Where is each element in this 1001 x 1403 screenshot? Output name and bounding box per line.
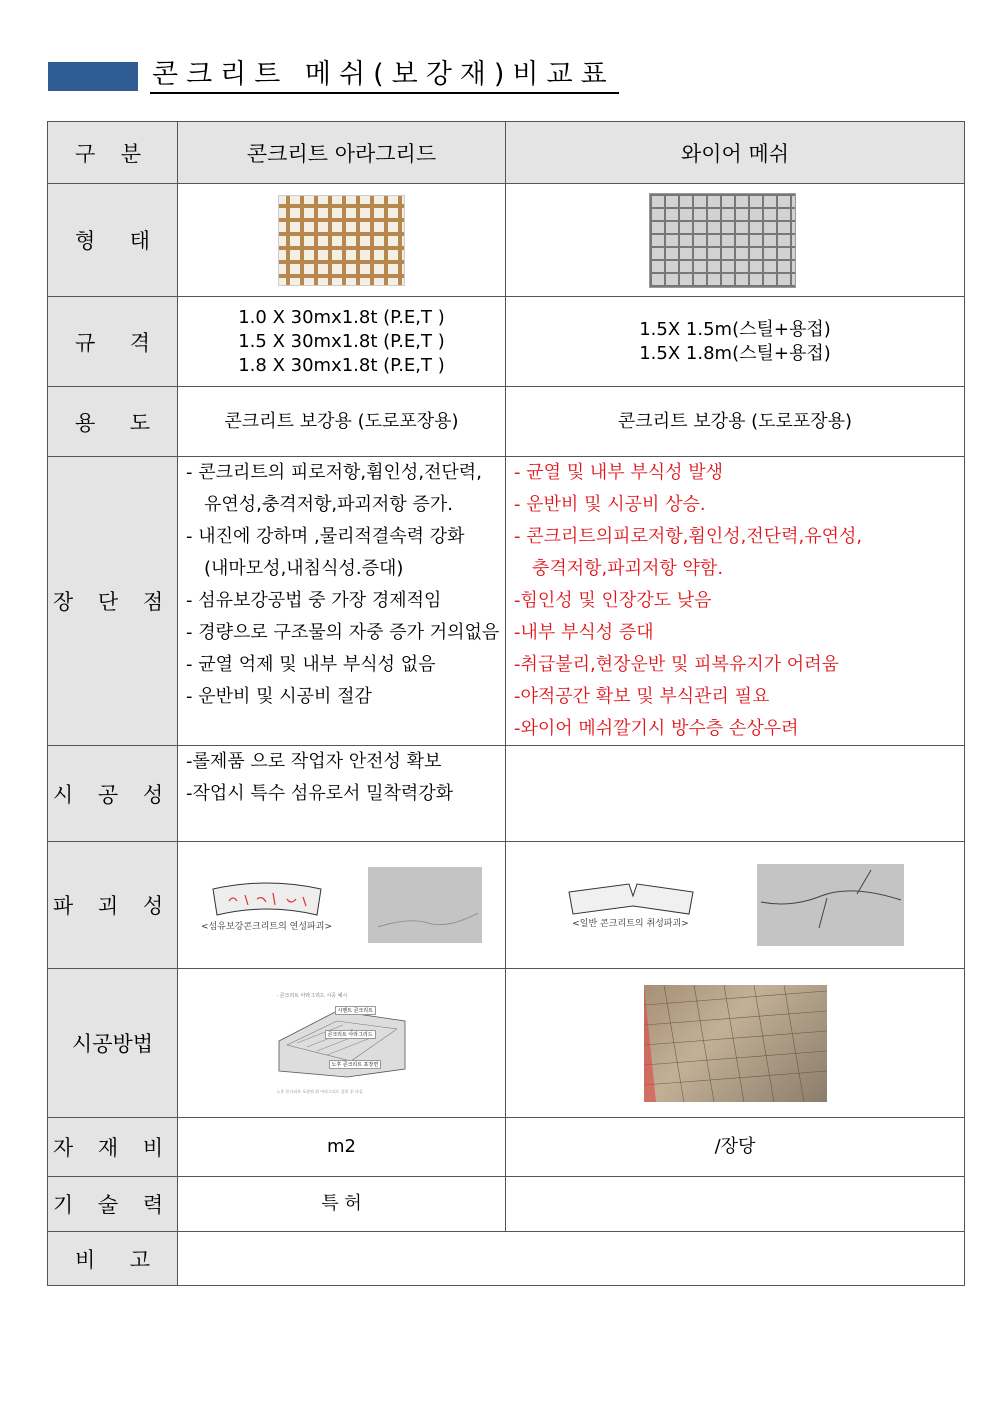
header-category — [48, 122, 178, 184]
list-item: 충격저항,파괴저항 약함. — [532, 558, 724, 579]
use-wire: 콘크리트 보강용 (도로포장용) — [506, 387, 965, 457]
method-wire — [506, 969, 965, 1118]
aragrid-photo — [278, 195, 405, 286]
row-label-technology: 기 술 력 — [48, 1177, 178, 1232]
label-char: 도 — [129, 410, 150, 435]
row-remarks — [48, 1232, 965, 1286]
technology-wire — [506, 1177, 965, 1232]
ductile-fracture-diagram — [211, 879, 323, 919]
row-label-pros-cons: 장 단 점 — [48, 457, 178, 746]
label-char: 용 — [75, 410, 96, 435]
remarks-value — [178, 1232, 965, 1286]
fracture-wire — [506, 842, 965, 969]
wire-install-photo — [644, 985, 827, 1102]
list-item: -작업시 특수 섬유로서 밀착력강화 — [186, 783, 454, 804]
spec-wire-cell — [506, 297, 965, 387]
fracture-aragrid — [178, 842, 506, 969]
row-material-cost — [48, 1118, 965, 1177]
list-item: -취급불리,현장운반 및 피복유지가 어려움 — [514, 654, 839, 675]
spec-line: 1.8 X 30mx1.8t (P.E,T ) — [238, 354, 445, 376]
label-char: 비 — [75, 1247, 96, 1272]
list-item: - 내진에 강하며 ,물리적결속력 강화 — [186, 526, 465, 547]
row-label-material-cost: 자 재 비 — [48, 1118, 178, 1177]
ductile-caption: <섬유보강콘크리트의 연성파괴> — [201, 921, 332, 932]
use-aragrid: 콘크리트 보강용 (도로포장용) — [178, 387, 506, 457]
header-category-char-2: 분 — [120, 141, 150, 166]
row-fracture — [48, 842, 965, 969]
method-diagram-note: 노후 콘크리트 포장면 위 아라그리드 설치 후 타설 — [276, 1088, 363, 1094]
list-item: - 균열 및 내부 부식성 발생 — [514, 462, 723, 483]
list-item: - 경량으로 구조물의 자중 증가 거의없음 — [186, 622, 500, 643]
list-item: -롤제품 으로 작업자 안전성 확보 — [186, 751, 442, 772]
form-wire-cell — [506, 184, 965, 297]
list-item: -야적공간 확보 및 부식관리 필요 — [514, 686, 770, 707]
method-diagram — [277, 992, 407, 1095]
header-wire-mesh: 와이어 메쉬 — [506, 122, 965, 184]
row-workability — [48, 746, 965, 842]
row-pros-cons — [48, 457, 965, 746]
material-cost-aragrid: m2 — [178, 1118, 506, 1177]
header-aragrid: 콘크리트 아라그리드 — [178, 122, 506, 184]
material-cost-wire: /장당 — [506, 1118, 965, 1177]
spec-line: 1.0 X 30mx1.8t (P.E,T ) — [238, 306, 445, 328]
list-item: - 균열 억제 및 내부 부식성 없음 — [186, 654, 436, 675]
list-item: 유연성,충격저항,파괴저항 증가. — [204, 494, 453, 515]
method-label-cement: 시멘트 콘크리트 — [335, 1006, 376, 1015]
spec-line: 1.5 X 30mx1.8t (P.E,T ) — [238, 330, 445, 352]
workability-aragrid — [178, 746, 506, 842]
method-label-old-pavement: 노후 콘크리트 포장면 — [329, 1060, 382, 1069]
list-item: - 운반비 및 시공비 상승. — [514, 494, 706, 515]
method-label-aragrid: 콘크리트 아라그리드 — [325, 1030, 376, 1039]
row-label-form — [48, 184, 178, 297]
list-item: - 운반비 및 시공비 절감 — [186, 686, 372, 707]
brittle-caption: <일반 콘크리트의 취성파괴> — [572, 918, 689, 929]
row-use — [48, 387, 965, 457]
spec-line: 1.5X 1.5m(스틸+용접) — [639, 318, 831, 340]
wire-mesh-photo — [649, 193, 796, 288]
list-item: (내마모성,내침식성.증대) — [204, 558, 404, 579]
list-item: - 섬유보강공법 중 가장 경제적임 — [186, 590, 442, 611]
label-char: 고 — [129, 1247, 150, 1272]
comparison-table — [47, 121, 965, 1286]
table-header-row — [48, 122, 965, 184]
list-item: -힘인성 및 인장강도 낮음 — [514, 590, 712, 611]
method-layer-illustration — [277, 1005, 407, 1081]
form-aragrid-cell — [178, 184, 506, 297]
row-label-remarks — [48, 1232, 178, 1286]
ductile-fracture-photo — [368, 867, 482, 943]
label-char: 격 — [129, 330, 150, 355]
row-label-workability: 시 공 성 — [48, 746, 178, 842]
label-char: 규 — [75, 330, 96, 355]
method-diagram-title: · 콘크리트 아라그리드 시공 예시 — [276, 992, 348, 999]
label-char: 태 — [129, 229, 150, 253]
row-label-use — [48, 387, 178, 457]
method-aragrid — [178, 969, 506, 1118]
list-item: - 콘크리트의피로저항,휨인성,전단력,유연성, — [514, 526, 863, 547]
row-label-fracture: 파 괴 성 — [48, 842, 178, 969]
row-label-spec — [48, 297, 178, 387]
list-item: -와이어 메쉬깔기시 방수층 손상우려 — [514, 718, 799, 739]
pros-cons-wire — [506, 457, 965, 746]
list-item: - 콘크리트의 피로저항,휨인성,전단력, — [186, 462, 482, 483]
technology-aragrid: 특 허 — [178, 1177, 506, 1232]
pros-cons-aragrid — [178, 457, 506, 746]
row-label-method: 시공방법 — [48, 969, 178, 1118]
page-title: 콘크리트 메쉬(보강재)비교표 — [150, 58, 619, 94]
workability-wire — [506, 746, 965, 842]
row-method — [48, 969, 965, 1118]
row-form — [48, 184, 965, 297]
label-char: 형 — [75, 229, 96, 253]
brittle-fracture-photo — [757, 864, 904, 946]
brittle-fracture-diagram — [567, 882, 695, 916]
row-spec — [48, 297, 965, 387]
row-technology — [48, 1177, 965, 1232]
title-accent-bar — [48, 62, 138, 91]
header-category-char-1: 구 — [75, 141, 105, 166]
spec-aragrid-cell — [178, 297, 506, 387]
spec-line: 1.5X 1.8m(스틸+용접) — [639, 342, 831, 364]
list-item: -내부 부식성 증대 — [514, 622, 654, 643]
